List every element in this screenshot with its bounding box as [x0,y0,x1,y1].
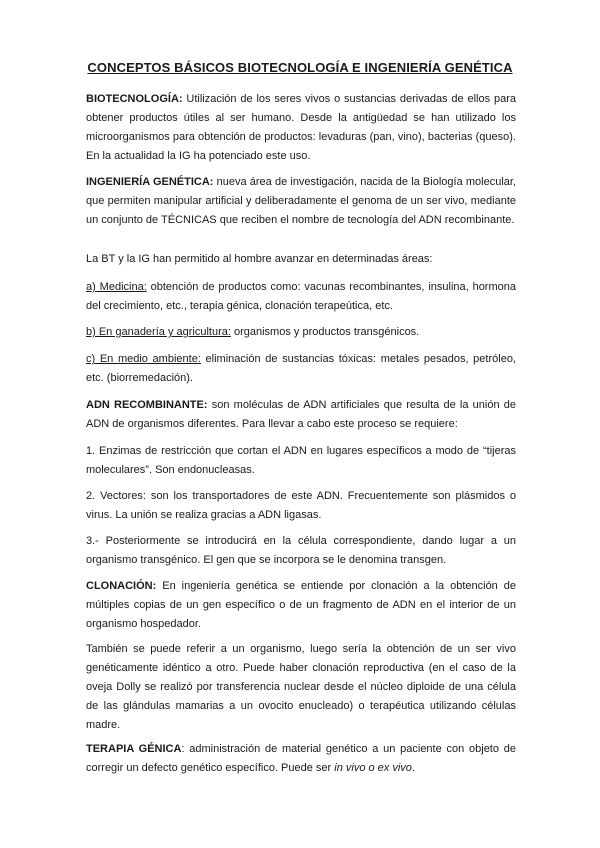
terapia-italic: in vivo o ex vivo [334,762,412,774]
paragraph-ingenieria-genetica [86,173,516,230]
step-item: 1. Enzimas de restricción que cortan el ADN en lugares específicos a modo de “tijeras moleculares”. Son endonucleasas. [86,445,516,476]
page-title: CONCEPTOS BÁSICOS BIOTECNOLOGÍA E INGENIERÍA GENÉTICA [87,60,513,75]
term-terapia-genica: TERAPIA GÉNICA [86,743,182,755]
area-label-ganaderia: b) En ganadería y agricultura: [86,326,231,338]
paragraph-area-medicina [86,278,516,316]
paragraph-intro-areas: La BT y la IG han permitido al hombre avanzar en determinadas áreas: [86,253,433,265]
definition-biotecnologia: Utilización de los seres vivos o sustancias derivadas de ellos para obtener productos útiles al ser humano. Desde la antigüedad se han utilizado los microorganismos para obtención de productos: levaduras (pan, vino), bacterias (queso). En la actualidad la IG ha potenciado este uso. [86,93,516,162]
term-adn-recombinante: ADN RECOMBINANTE: [86,399,208,411]
step-item: 3.- Posteriormente se introducirá en la célula correspondiente, dando lugar a un organismo transgénico. El gen que se incorpora se le denomina transgen. [86,535,516,566]
paragraph-adn-recombinante [86,396,516,434]
paragraph-clonacion-extra: También se puede referir a un organismo, luego sería la obtención de un ser vivo genéticamente idéntico a otro. Puede haber clonación reproductiva (en el caso de la oveja Dolly se realizó por transferencia nuclear desde el núcleo diploide de una célula de las glándulas mamarias a un ovocito enucleado) o terapéutica utilizando células madre. [86,643,516,731]
term-biotecnologia: BIOTECNOLOGÍA: [86,93,183,105]
paragraph-biotecnologia [86,90,516,166]
step-item: 2. Vectores: son los transportadores de este ADN. Frecuentemente son plásmidos o virus. La unión se realiza gracias a ADN ligasas. [86,490,516,521]
area-label-medio-ambiente: c) En medio ambiente: [86,353,201,365]
definition-clonacion: En ingeniería genética se entiende por clonación a la obtención de múltiples copias de un gen específico o de un fragmento de ADN en el interior de un organismo hospedador. [86,580,516,630]
definition-adn-recombinante: son moléculas de ADN artificiales que resulta de la unión de ADN de organismos diferentes. Para llevar a cabo este proceso se requiere: [86,399,516,430]
paragraph-area-medio-ambiente [86,350,516,388]
area-text-medio-ambiente: eliminación de sustancias tóxicas: metales pesados, petróleo, etc. (biorremedación). [86,353,516,384]
paragraph-clonacion [86,577,516,634]
term-ingenieria-genetica: INGENIERÍA GENÉTICA: [86,176,214,188]
area-text-medicina: obtención de productos como: vacunas recombinantes, insulina, hormona del crecimiento, etc., terapia génica, clonación terapeútica, etc. [86,281,516,312]
definition-terapia-genica: : administración de material genético a un paciente con objeto de corregir un defecto genético específico. Puede ser [86,743,516,774]
terapia-end: . [411,762,415,774]
area-label-medicina: a) Medicina: [86,281,147,293]
area-text-ganaderia: organismos y productos transgénicos. [230,326,420,338]
paragraph-terapia-genica [86,740,516,778]
definition-ingenieria-genetica: nueva área de investigación, nacida de la Biología molecular, que permiten manipular artificial y deliberadamente el genoma de un ser vivo, mediante un conjunto de TÉCNICAS que reciben el nombre de tecnología del ADN recombinante. [86,176,516,226]
term-clonacion: CLONACIÓN: [86,580,157,592]
paragraph-area-ganaderia [86,323,516,342]
